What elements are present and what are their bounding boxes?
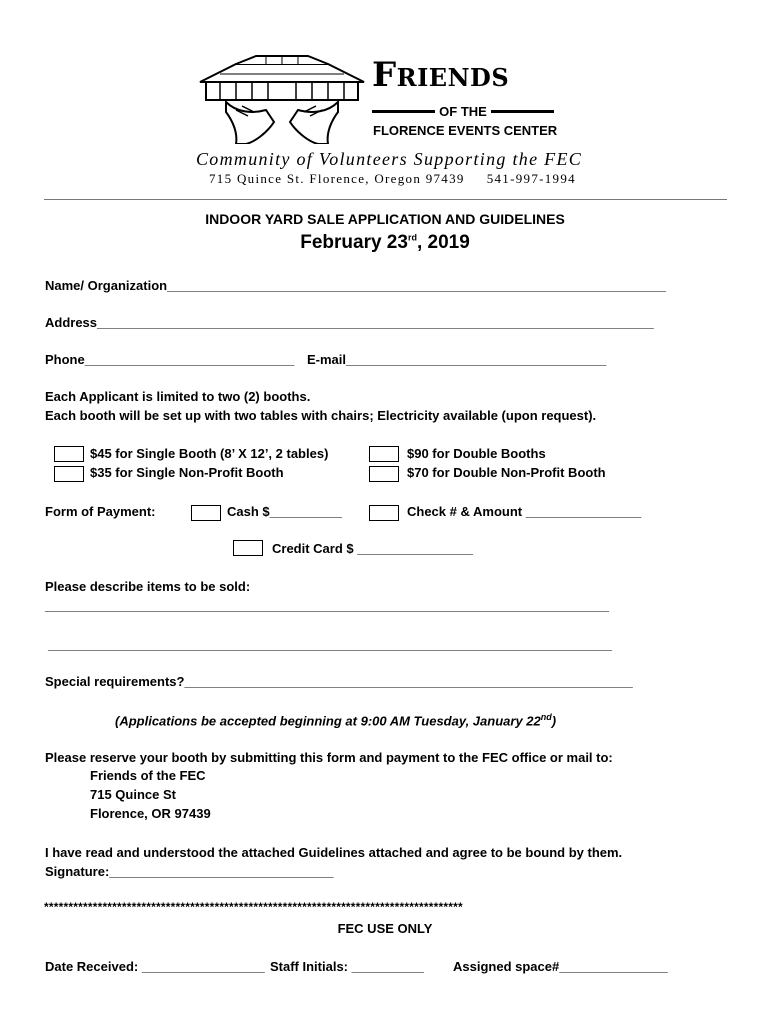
single-nonprofit-checkbox[interactable] [54, 466, 84, 482]
date-received-line: _________________ [141, 959, 265, 974]
check-label: Check # & Amount [407, 504, 523, 519]
single-booth-label: $45 for Single Booth (8’ X 12’, 2 tables) [90, 446, 329, 461]
of-the-text: OF THE [439, 104, 487, 119]
special-field[interactable] [45, 674, 633, 689]
street-address: 715 Quince St. Florence, Oregon 97439 [209, 171, 465, 186]
signature-label: Signature: [45, 864, 110, 879]
address-label: Address [45, 315, 98, 330]
center-name: FLORENCE EVENTS CENTER [373, 123, 558, 138]
payment-label: Form of Payment: [45, 504, 156, 519]
notice-suffix: nd [540, 712, 552, 722]
name-field[interactable] [45, 278, 666, 293]
special-line: ______________________________________________________________ [184, 674, 633, 689]
items-label: Please describe items to be sold: [45, 579, 251, 594]
tagline: Community of Volunteers Supporting the FEC [196, 149, 583, 169]
date-received-label: Date Received: [45, 959, 139, 974]
double-nonprofit-label: $70 for Double Non-Profit Booth [407, 465, 606, 480]
staff-initials-label: Staff Initials: [270, 959, 349, 974]
double-booth-label: $90 for Double Booths [407, 446, 546, 461]
name-label: Name/ Organization [45, 278, 168, 293]
mail-intro: Please reserve your booth by submitting this form and payment to the FEC office or mail to: [45, 750, 613, 765]
check-checkbox[interactable] [369, 505, 399, 521]
staff-initials-line: __________ [351, 959, 424, 974]
email-field[interactable] [307, 352, 606, 367]
phone-label: Phone [45, 352, 85, 367]
application-notice [115, 712, 556, 728]
office-heading: FEC USE ONLY [337, 921, 433, 936]
special-label: Special requirements? [45, 674, 185, 689]
phone-line: _____________________________ [84, 352, 295, 367]
check-field[interactable] [407, 504, 641, 519]
office-separator: ************************************************************************************** [44, 900, 463, 914]
org-address [209, 171, 576, 187]
check-line: ________________ [525, 504, 642, 519]
assigned-space-line: _______________ [559, 959, 668, 974]
assigned-space-label: Assigned space# [453, 959, 560, 974]
name-line: _____________________________________________________________________ [167, 278, 666, 293]
divider-line [491, 110, 554, 113]
assigned-space-field[interactable] [453, 959, 668, 974]
staff-initials-field[interactable] [270, 959, 424, 974]
mail-name: Friends of the FEC [90, 768, 206, 783]
mail-street: 715 Quince St [90, 787, 176, 802]
credit-card-label: Credit Card $ [272, 541, 354, 556]
items-line-1[interactable]: ______________________________________________________________________________ [45, 598, 609, 613]
date-year: , 2019 [416, 232, 470, 253]
page-title: INDOOR YARD SALE APPLICATION AND GUIDELINES [205, 211, 565, 227]
cash-field[interactable] [227, 504, 342, 519]
double-booth-checkbox[interactable] [369, 446, 399, 462]
mail-city: Florence, OR 97439 [90, 806, 211, 821]
date-received-field[interactable] [45, 959, 265, 974]
limit-line-2: Each booth will be set up with two tables with chairs; Electricity available (upon request). [45, 408, 597, 423]
email-line: ____________________________________ [346, 352, 607, 367]
date-suffix: rd [407, 232, 417, 243]
of-the-divider [372, 104, 554, 119]
credit-card-field[interactable] [272, 541, 473, 556]
notice-text: (Applications be accepted beginning at 9:00 AM Tuesday, January 22 [115, 713, 541, 729]
org-phone: 541-997-1994 [486, 171, 576, 186]
signature-line: _______________________________ [109, 864, 334, 879]
signature-field[interactable] [45, 864, 333, 879]
notice-close: ) [551, 713, 557, 729]
phone-field[interactable] [45, 352, 294, 367]
email-label: E-mail [307, 352, 347, 367]
event-date [0, 232, 770, 254]
agreement-text: I have read and understood the attached Guidelines attached and agree to be bound by them. [45, 845, 623, 860]
cash-line: __________ [269, 504, 342, 519]
single-nonprofit-label: $35 for Single Non-Profit Booth [90, 465, 284, 480]
credit-card-checkbox[interactable] [233, 540, 263, 556]
limit-line-1: Each Applicant is limited to two (2) booths. [45, 389, 311, 404]
address-field[interactable] [45, 315, 654, 330]
divider-line [372, 110, 435, 113]
cash-checkbox[interactable] [191, 505, 221, 521]
single-booth-checkbox[interactable] [54, 446, 84, 462]
double-nonprofit-checkbox[interactable] [369, 466, 399, 482]
date-text: February 23 [300, 232, 408, 253]
fec-logo-icon [196, 52, 368, 144]
org-name: Friends [372, 55, 510, 95]
address-line: _____________________________________________________________________________ [97, 315, 654, 330]
header-rule [44, 199, 727, 200]
cash-label: Cash $ [227, 504, 270, 519]
items-line-2[interactable]: ______________________________________________________________________________ [48, 637, 612, 652]
credit-card-line: ________________ [357, 541, 473, 556]
